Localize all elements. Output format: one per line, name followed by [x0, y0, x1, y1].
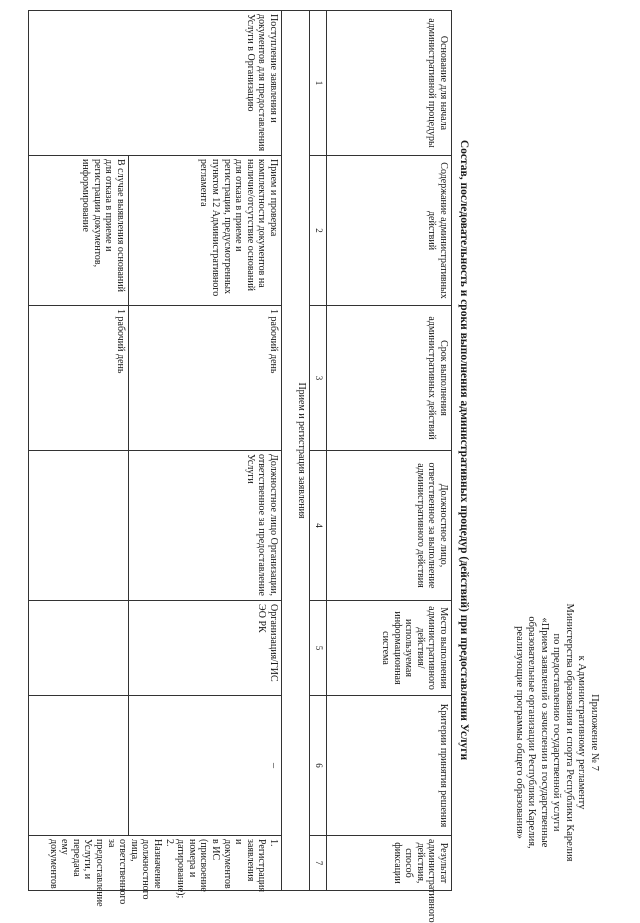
column-number: 1	[310, 11, 327, 156]
cell-empty	[29, 696, 129, 836]
column-header: Должностное лицо, ответственное за выполнение административного действия	[327, 451, 452, 601]
header-line: Приложение № 7	[589, 694, 600, 771]
column-header: Критерии принятия решения	[327, 696, 452, 836]
cell-place: Организация/ГИС ЭО РК	[129, 601, 282, 696]
column-number: 6	[310, 696, 327, 836]
column-header: Содержание административных действий	[327, 156, 452, 306]
cell-term: 1 рабочий день	[29, 306, 129, 451]
column-number: 2	[310, 156, 327, 306]
column-number: 4	[310, 451, 327, 601]
cell-result: 1. Регистрация заявления и документов в ИС (присвоение номера и датирование); 2. Назначение должностного лица, ответственного за предоставление Услуги, и передача ему документов	[29, 836, 282, 891]
cell-criteria: –	[129, 696, 282, 836]
table-header-row	[327, 11, 452, 891]
header-line: реализующие программы общего образования»	[514, 626, 525, 839]
header-line: «Прием заявлений о зачислении в государственные	[539, 617, 550, 848]
column-header: Основание для начала административной процедуры	[327, 11, 452, 156]
table-row	[129, 11, 282, 891]
cell-empty	[29, 601, 129, 696]
header-line: Министерства образования и спорта Республики Карелия	[564, 603, 575, 862]
cell-content: В случае выявления оснований для отказа в приеме и регистрации документов, информирование	[29, 156, 129, 306]
column-number: 3	[310, 306, 327, 451]
column-number: 5	[310, 601, 327, 696]
cell-term: 1 рабочий день	[129, 306, 282, 451]
cell-content: Прием и проверка комплектности документов на наличие/отсутствие оснований для отказа в приеме и регистрации, предусмотренных пунктом 12 Административного регламента	[129, 156, 282, 306]
cell-official: Должностное лицо Организации, ответственное за предоставление Услуги	[129, 451, 282, 601]
column-number: 7	[310, 836, 327, 891]
header-line: образовательные организации Республики Карелия,	[526, 616, 538, 849]
header-line: по предоставлению государственной услуги	[551, 633, 563, 832]
section-row	[282, 11, 310, 891]
column-header: Место выполнения административного действия/ используемая информационная система	[327, 601, 452, 696]
header-line: к Административному регламенту	[576, 655, 588, 810]
document-title: Состав, последовательность и сроки выполнения административных процедур (действий) при предоставлении Услуги	[458, 139, 470, 761]
appendix-header	[513, 580, 601, 885]
cell-basis: Поступление заявления и документов для предоставления Услуги в Организацию	[29, 11, 282, 156]
column-header: Срок выполнения административных действий	[327, 306, 452, 451]
column-number-row	[310, 11, 327, 891]
column-header: Результат административного действия, способ фиксации	[327, 836, 452, 891]
procedures-table	[28, 10, 452, 923]
cell-empty	[29, 451, 129, 601]
section-title: Прием и регистрация заявления	[282, 11, 310, 891]
